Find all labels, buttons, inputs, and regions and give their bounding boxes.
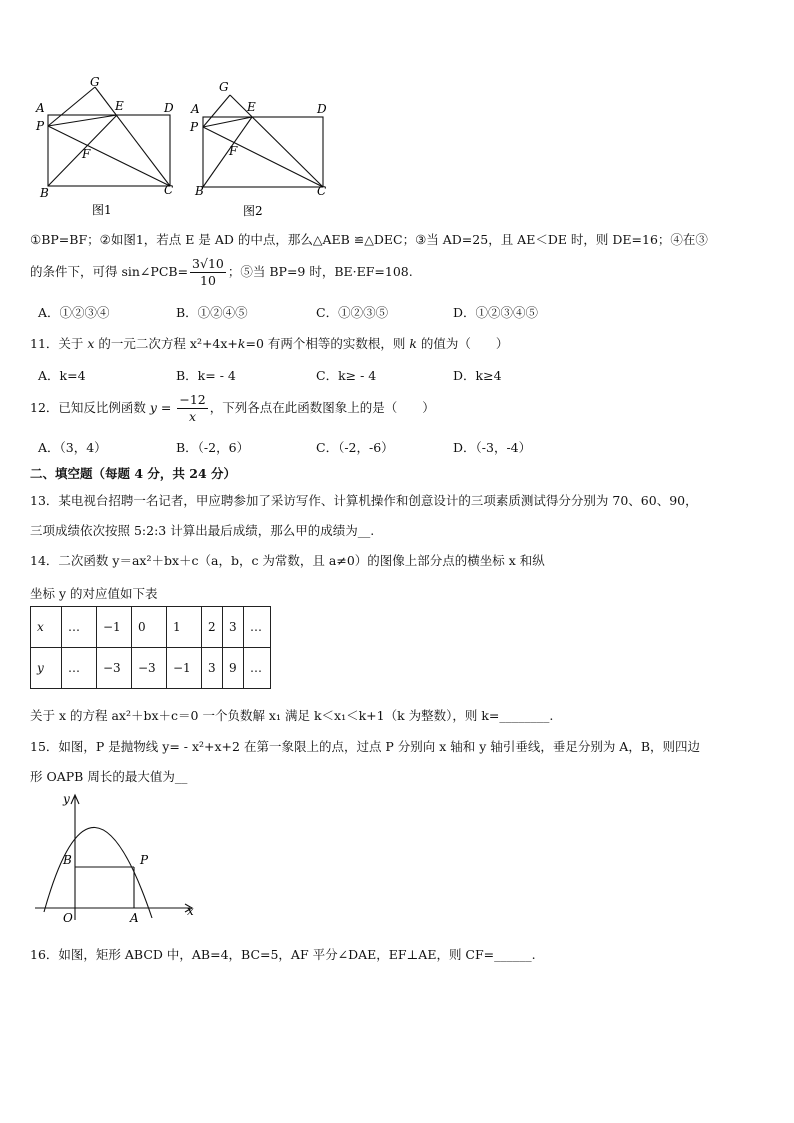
section-heading-fill-blank: 二、填空题（每题 4 分，共 24 分） bbox=[30, 466, 237, 481]
table-cell: 3 bbox=[223, 607, 244, 648]
q14-line3: 关于 x 的方程 ax²＋bx＋c＝0 一个负数解 x₁ 满足 k＜x₁＜k+1（k 为整数），则 k=________. bbox=[30, 708, 554, 723]
fig1-label-g: G bbox=[90, 75, 100, 89]
q15-parabola-graph bbox=[30, 790, 205, 925]
q10-frac-den: 10 bbox=[200, 273, 216, 288]
graph-label-p: P bbox=[140, 853, 149, 867]
fig2-label-c: C bbox=[317, 184, 327, 198]
q11-mid: 的一元二次方程 x²+4x+ bbox=[94, 336, 238, 351]
q12-pre: 12．已知反比例函数 bbox=[30, 400, 150, 415]
q12-frac-den: x bbox=[189, 409, 197, 424]
table-cell: … bbox=[62, 607, 97, 648]
q14-value-table bbox=[30, 606, 271, 689]
fig2-label-b: B bbox=[195, 184, 204, 198]
graph-label-b: B bbox=[63, 853, 72, 867]
q10-line2-post: ；⑤当 BP=9 时，BE·EF=108. bbox=[227, 264, 413, 279]
q12-func-y: y bbox=[149, 400, 157, 415]
q13-line1: 13．某电视台招聘一名记者，甲应聘参加了采访写作、计算机操作和创意设计的三项素质测试得分分别为 70、60、90， bbox=[30, 493, 698, 508]
fig1-label-f: F bbox=[82, 147, 91, 161]
table-cell: 9 bbox=[223, 648, 244, 689]
q11-pre: 11．关于 bbox=[30, 336, 88, 351]
q11-option-d: D．k≥4 bbox=[453, 368, 502, 383]
table-cell: y bbox=[31, 648, 62, 689]
q14-line1: 14．二次函数 y＝ax²＋bx＋c（a，b，c 为常数，且 a≠0）的图像上部分点的横坐标 x 和纵 bbox=[30, 553, 545, 568]
table-cell: 0 bbox=[132, 607, 167, 648]
figure-2 bbox=[185, 75, 345, 223]
table-cell: −3 bbox=[132, 648, 167, 689]
q11-k1: k bbox=[237, 336, 246, 351]
graph-label-o: O bbox=[63, 911, 73, 925]
q12-option-d: D．（-3，-4） bbox=[453, 440, 532, 455]
q11-post: =0 有两个相等的实数根，则 bbox=[245, 336, 410, 351]
table-cell: … bbox=[244, 648, 271, 689]
fig1-label-b: B bbox=[40, 186, 49, 200]
graph-label-x: x bbox=[187, 904, 194, 918]
q14-line2: 坐标 y 的对应值如下表 bbox=[30, 586, 158, 601]
q10-fraction bbox=[190, 256, 226, 289]
q11-option-c: C．k≥ - 4 bbox=[316, 368, 377, 383]
table-cell: −3 bbox=[97, 648, 132, 689]
q11-end: 的值为（ ） bbox=[416, 336, 509, 351]
q13-line2: 三项成绩依次按照 5:2:3 计算出最后成绩，那么甲的成绩为__. bbox=[30, 523, 375, 538]
fig1-caption: 图1 bbox=[92, 203, 112, 217]
q10-option-c: C．①②③⑤ bbox=[316, 305, 389, 320]
q10-line2-pre: 的条件下，可得 sin∠PCB= bbox=[30, 264, 189, 279]
figure-1 bbox=[30, 70, 190, 220]
fig2-label-a: A bbox=[191, 102, 200, 116]
fig2-label-g: G bbox=[219, 80, 229, 94]
table-cell: −1 bbox=[167, 648, 202, 689]
q11-option-b: B．k= - 4 bbox=[176, 368, 236, 383]
fig2-label-p: P bbox=[190, 120, 199, 134]
fig1-label-p: P bbox=[36, 119, 45, 133]
graph-label-a: A bbox=[130, 911, 139, 925]
q10-option-d: D．①②③④⑤ bbox=[453, 305, 539, 320]
q12-option-c: C．（-2，-6） bbox=[316, 440, 394, 455]
q16-text: 16．如图，矩形 ABCD 中，AB=4，BC=5，AF 平分∠DAE，EF⊥AE，则 CF=______. bbox=[30, 947, 536, 962]
q12-post: ，下列各点在此函数图象上的是（ ） bbox=[209, 400, 435, 415]
q10-option-b: B．①②④⑤ bbox=[176, 305, 248, 320]
q12-eq: = bbox=[156, 400, 176, 415]
table-cell: 3 bbox=[202, 648, 223, 689]
q10-line2 bbox=[30, 256, 413, 289]
q12-fraction bbox=[177, 392, 207, 425]
table-row-x bbox=[31, 607, 271, 648]
q12-frac-num: −12 bbox=[179, 392, 206, 407]
table-cell: 2 bbox=[202, 607, 223, 648]
q12-stem bbox=[30, 392, 435, 425]
fig2-label-d: D bbox=[317, 102, 327, 116]
fig1-label-c: C bbox=[164, 183, 174, 197]
q11-x: x bbox=[87, 336, 95, 351]
table-cell: x bbox=[31, 607, 62, 648]
q10-line1: ①BP=BF；②如图1，若点 E 是 AD 的中点，那么△AEB ≌△DEC；③当 AD=25，且 AE＜DE 时，则 DE=16；④在③ bbox=[30, 232, 708, 247]
table-cell: −1 bbox=[97, 607, 132, 648]
q15-line1: 15．如图，P 是抛物线 y= - x²+x+2 在第一象限上的点，过点 P 分别向 x 轴和 y 轴引垂线，垂足分别为 A，B，则四边 bbox=[30, 739, 701, 754]
q10-frac-num: 3√10 bbox=[192, 256, 224, 271]
table-row-y bbox=[31, 648, 271, 689]
table-cell: … bbox=[244, 607, 271, 648]
q10-option-a: A．①②③④ bbox=[38, 305, 110, 320]
table-cell: … bbox=[62, 648, 97, 689]
q11-stem bbox=[30, 334, 508, 352]
q15-line2: 形 OAPB 周长的最大值为__ bbox=[30, 769, 188, 784]
fig2-label-e: E bbox=[247, 100, 256, 114]
fig1-label-a: A bbox=[36, 101, 45, 115]
q12-option-a: A．（3，4） bbox=[38, 440, 107, 455]
fig2-caption: 图2 bbox=[243, 204, 263, 218]
table-cell: 1 bbox=[167, 607, 202, 648]
graph-label-y: y bbox=[63, 792, 70, 806]
q11-option-a: A．k=4 bbox=[38, 368, 86, 383]
fig1-label-d: D bbox=[164, 101, 174, 115]
q12-option-b: B．（-2，6） bbox=[176, 440, 250, 455]
fig1-label-e: E bbox=[115, 99, 124, 113]
fig2-label-f: F bbox=[229, 144, 238, 158]
q11-k2: k bbox=[409, 336, 417, 351]
